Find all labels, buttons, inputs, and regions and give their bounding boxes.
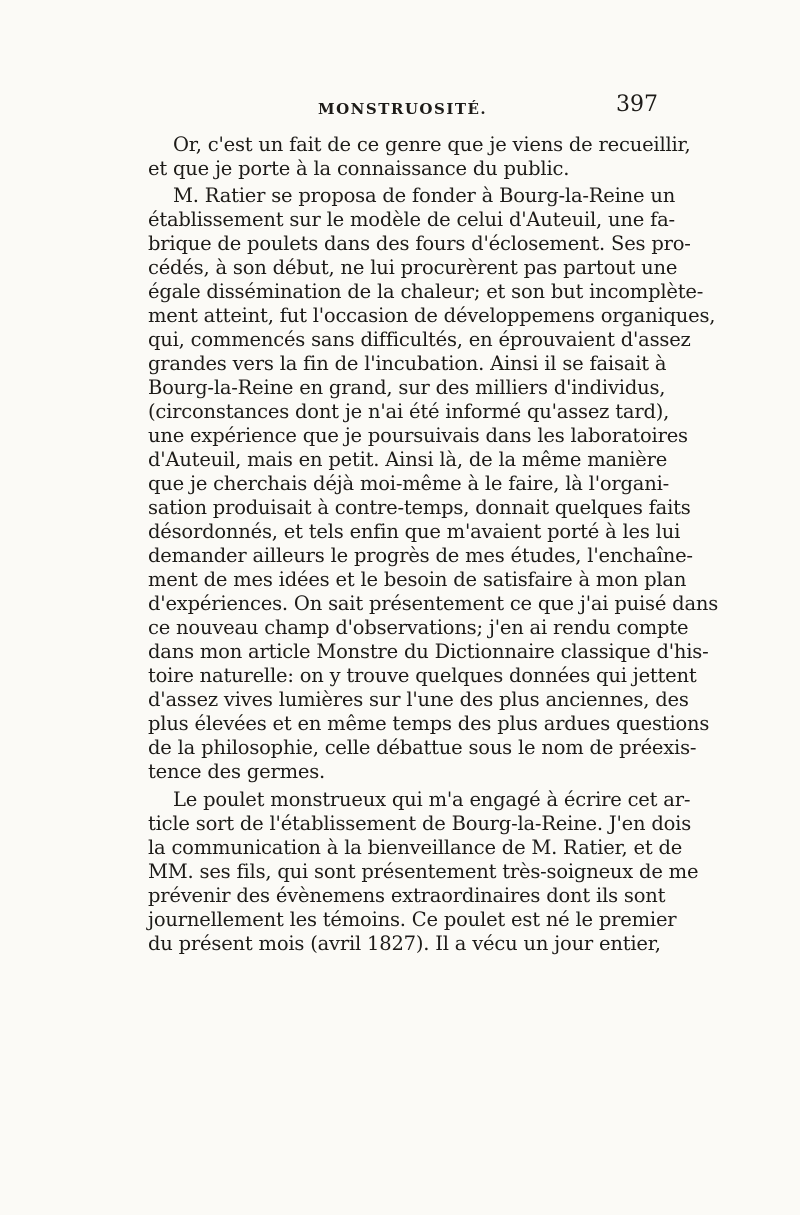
- text-line: demander ailleurs le progrès de mes études, l'enchaîne-: [148, 544, 693, 567]
- text-line: et que je porte à la connaissance du public.: [148, 157, 570, 180]
- text-line: Bourg-la-Reine en grand, sur des milliers d'individus,: [148, 376, 666, 399]
- text-line: M. Ratier se proposa de fonder à Bourg-la-Reine un: [173, 184, 676, 207]
- text-line: établissement sur le modèle de celui d'Auteuil, une fa-: [148, 208, 675, 231]
- text-line: sation produisait à contre-temps, donnait quelques faits: [148, 496, 691, 519]
- text-line: de la philosophie, celle débattue sous le nom de préexis-: [148, 736, 697, 759]
- text-line: dans mon article Monstre du Dictionnaire classique d'his-: [148, 640, 709, 663]
- text-line: que je cherchais déjà moi-même à le faire, là l'organi-: [148, 472, 670, 495]
- text-line: ticle sort de l'établissement de Bourg-la-Reine. J'en dois: [148, 812, 692, 835]
- text-line: égale dissémination de la chaleur; et son but incomplète-: [148, 280, 704, 303]
- text-line: ment atteint, fut l'occasion de développemens organiques,: [148, 304, 716, 327]
- text-line: la communication à la bienveillance de M. Ratier, et de: [148, 836, 683, 859]
- text-line: toire naturelle: on y trouve quelques données qui jettent: [148, 664, 697, 687]
- text-line: désordonnés, et tels enfin que m'avaient porté à les lui: [148, 520, 681, 543]
- text-line: cédés, à son début, ne lui procurèrent pas partout une: [148, 256, 678, 279]
- text-line: grandes vers la fin de l'incubation. Ainsi il se faisait à: [148, 352, 667, 375]
- text-line: d'Auteuil, mais en petit. Ainsi là, de la même manière: [148, 448, 668, 471]
- text-line: (circonstances dont je n'ai été informé qu'assez tard),: [148, 400, 670, 423]
- text-line: une expérience que je poursuivais dans les laboratoires: [148, 424, 688, 447]
- text-line: MM. ses fils, qui sont présentement très-soigneux de me: [148, 860, 699, 883]
- text-line: plus élevées et en même temps des plus ardues questions: [148, 712, 710, 735]
- running-header: MONSTRUOSITÉ.: [318, 100, 488, 118]
- text-line: tence des germes.: [148, 760, 326, 783]
- text-line: du présent mois (avril 1827). Il a vécu un jour entier,: [148, 932, 661, 955]
- text-line: journellement les témoins. Ce poulet est né le premier: [148, 908, 677, 931]
- text-line: ment de mes idées et le besoin de satisfaire à mon plan: [148, 568, 687, 591]
- text-line: d'expériences. On sait présentement ce que j'ai puisé dans: [148, 592, 719, 615]
- text-line: brique de poulets dans des fours d'éclosement. Ses pro-: [148, 232, 691, 255]
- text-line: d'assez vives lumières sur l'une des plus anciennes, des: [148, 688, 689, 711]
- text-line: ce nouveau champ d'observations; j'en ai rendu compte: [148, 616, 689, 639]
- text-line: qui, commencés sans difficultés, en éprouvaient d'assez: [148, 328, 691, 351]
- text-line: Or, c'est un fait de ce genre que je viens de recueillir,: [173, 133, 691, 156]
- text-line: prévenir des évènemens extraordinaires dont ils sont: [148, 884, 666, 907]
- text-line: Le poulet monstrueux qui m'a engagé à écrire cet ar-: [173, 788, 691, 811]
- page-number: 397: [616, 92, 658, 117]
